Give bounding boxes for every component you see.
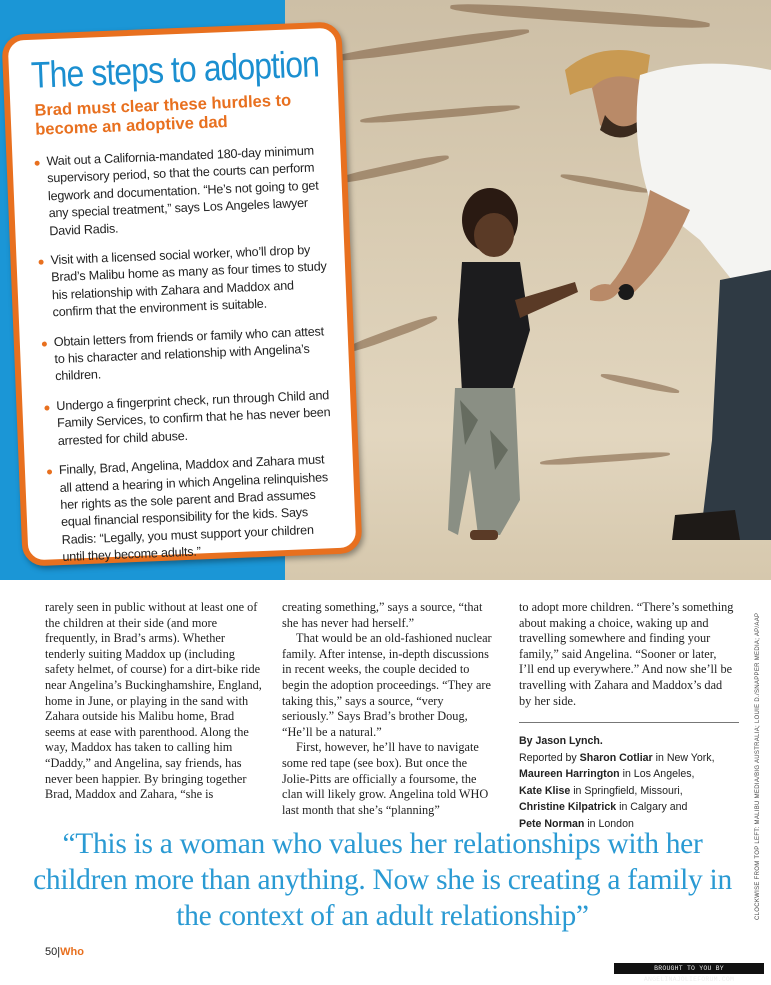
steps-list xyxy=(34,142,338,567)
credit-line: Christine Kilpatrick in Calgary and xyxy=(519,801,688,813)
forum-watermark: BROUGHT TO YOU BY ANGELINAJOLIEFORUM.COM xyxy=(614,963,764,974)
pull-quote: “This is a woman who values her relationships with her children more than anything. Now she is creating a family in the context of an adult relationship” xyxy=(33,828,732,932)
article-column-3 xyxy=(519,600,734,709)
child-figure xyxy=(448,188,578,540)
article-column-1 xyxy=(45,600,267,803)
article-paragraph: rarely seen in public without at least one of the children at their side (and more frequently, in Brad’s arms). Whether tenderly suiting Maddox up (including safety helmet, of course) for a dirt-bike ride near Angelina’s Buckinghamshire, England, home in June, or playing in the sand with Zahara outside his Malibu home, Brad seems at ease with parenthood. Along the way, Maddox has taken to calling him “Daddy,” and Angelina, say friends, has never been happier. By bringing together Brad, Maddox and Zahara, “she is xyxy=(45,600,262,802)
article-paragraph: to adopt more children. “There’s something about making a choice, waking up and travelling somewhere and finding your family,” said Angelina. “Sooner or later, I’ll end up everywhere.” And now she’ll be travelling with Zahara and Maddox’s dad by her side. xyxy=(519,600,734,708)
step-item: Undergo a fingerprint check, run through Child and Family Services, to confirm that he has never been arrested for child abuse. xyxy=(44,387,334,451)
adoption-steps-sidebar xyxy=(1,21,362,566)
article-paragraph: That would be an old-fashioned nuclear family. After intense, in-depth discussions in recent weeks, the couple decided to begin the adoption proceedings. “They are taking this,” says a source, “very seriously.” Says Brad’s brother Doug, “He’ll be a natural.” xyxy=(282,631,492,739)
bullet-icon xyxy=(47,469,52,474)
magazine-name: Who xyxy=(60,946,84,958)
bullet-icon xyxy=(44,405,49,410)
bullet-icon xyxy=(39,260,44,265)
sidebar-title: The steps to adoption xyxy=(30,43,320,96)
reporter-credits xyxy=(519,722,739,832)
step-item: Wait out a California-mandated 180-day minimum supervisory period, so that the courts can perform legwork and documentation. “He’s not going to get any special treatment,” says Los Angeles lawyer David Radis. xyxy=(34,142,325,241)
article-paragraph: First, however, he’ll have to navigate some red tape (see box). But once the Jolie-Pitts are officially a foursome, the clan will likely grow. Angelina told WHO last month that she’s “planning” xyxy=(282,740,489,817)
bullet-icon xyxy=(35,161,40,166)
page-folio xyxy=(45,946,84,958)
sidebar-box xyxy=(1,21,362,566)
page-number: 50 xyxy=(45,946,58,958)
article-paragraph: creating something,” says a source, “that she has never had herself.” xyxy=(282,600,483,630)
step-item: Visit with a licensed social worker, who’ll drop by Brad’s Malibu home as many as four times to study his relationship with Zahara and Maddox and confirm that the environment is suitable. xyxy=(38,241,329,322)
article-column-2 xyxy=(282,600,494,818)
man-figure xyxy=(565,50,771,540)
step-item: Finally, Brad, Angelina, Maddox and Zahara must all attend a hearing in which Angelina relinquishes her rights as the sole parent and Brad assumes equal financial responsibility for the kids. Says Radis: “Legally, you must support your children until they become adults.” xyxy=(47,451,339,567)
credit-line: Pete Norman in London xyxy=(519,817,634,830)
credit-line: Reported by Sharon Cotliar in New York, xyxy=(519,751,715,764)
bullet-icon xyxy=(42,341,47,346)
folio-separator: | xyxy=(57,946,61,958)
credit-line: Maureen Harrington in Los Angeles, xyxy=(519,768,695,780)
byline: By Jason Lynch. xyxy=(519,735,603,747)
sidebar-subtitle: Brad must clear these hurdles to become an adoptive dad xyxy=(34,91,292,139)
credit-line: Kate Klise in Springfield, Missouri, xyxy=(519,784,683,797)
photo-credit: CLOCKWISE FROM TOP LEFT: MALIBU MEDIA/BIG AUSTRALIA; LOUIE D./SNAPPER MEDIA; AP/AAP xyxy=(755,612,761,920)
step-item: Obtain letters from friends or family who can attest to his character and relationship with Angelina’s children. xyxy=(42,323,332,387)
